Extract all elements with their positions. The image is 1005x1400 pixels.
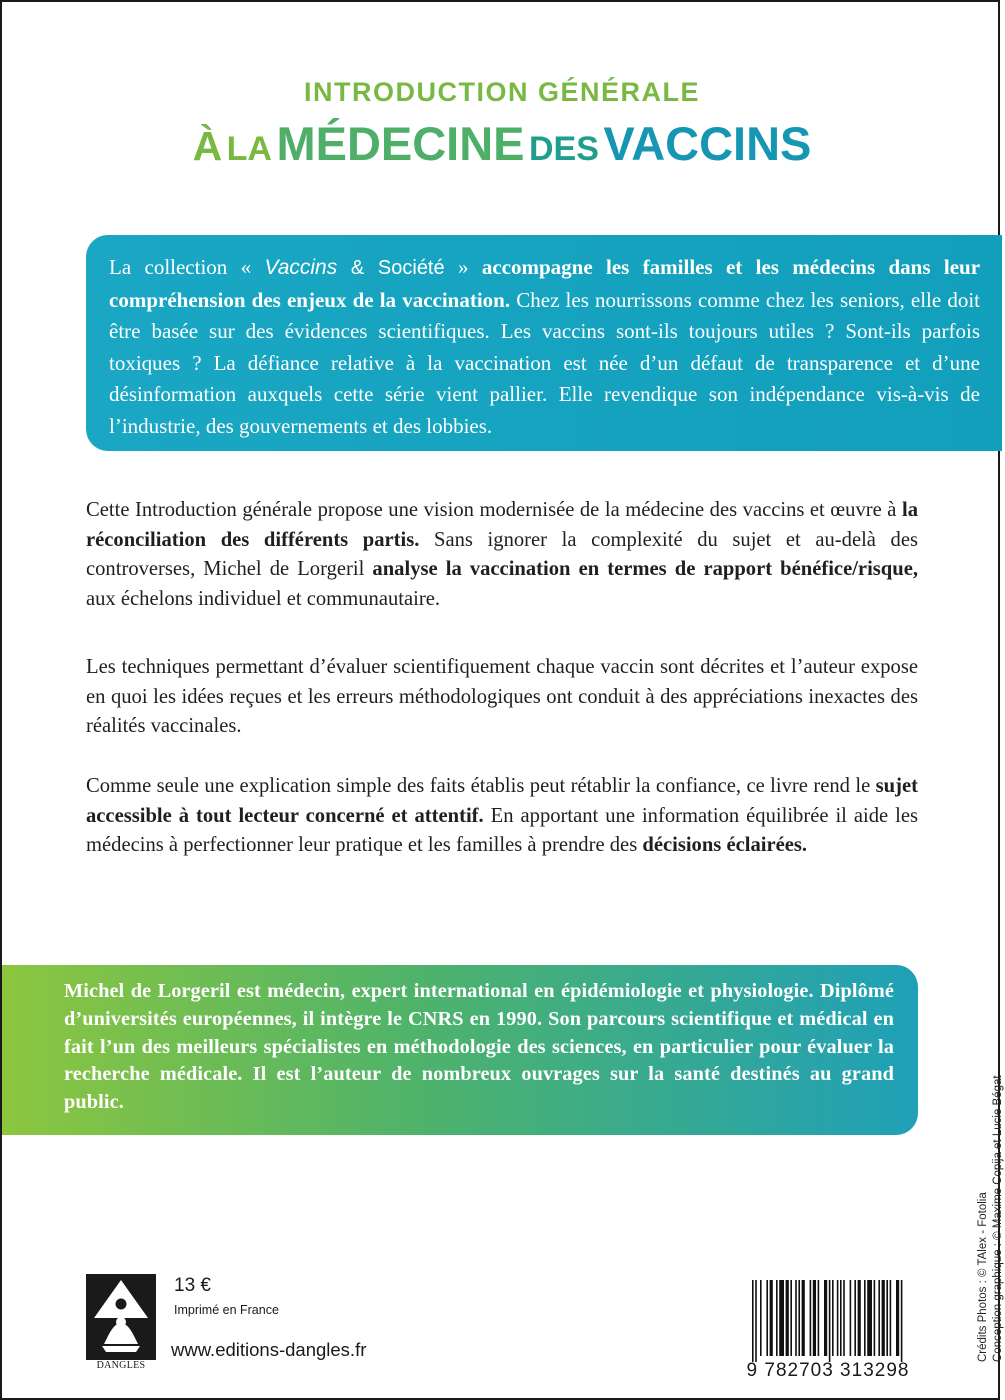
barcode-bar — [874, 1280, 876, 1356]
barcode-bar — [752, 1280, 754, 1362]
barcode-bar — [790, 1280, 792, 1356]
p3-text-1: Comme seule une explication simple des faits établis peut rétablir la confiance, ce livre rend le — [86, 775, 876, 797]
p1-bold-1: la réconciliation des différents partis. — [86, 499, 918, 551]
isbn-barcode — [742, 1280, 914, 1386]
title-word-la: LA — [226, 130, 272, 168]
p1-text-3: Sans ignorer la complexité du sujet et au-delà des controverses, Michel de Lorgeril — [86, 528, 919, 580]
barcode-bar — [886, 1280, 888, 1356]
printed-in: Imprimé en France — [174, 1303, 279, 1317]
author-bio-text: Michel de Lorgeril est médecin, expert international en épidémiologie et physiologie. Diplômé d’universités européennes, il intègre le CNRS en 1990. Son parcours scientifique et médical en fait l’un des meilleurs spécialistes en méthodologie des sciences, en particulier pour évaluer la recherche médicale. Il est l’auteur de nombreux ouvrages sur la santé destinés au grand public. — [64, 980, 894, 1114]
barcode-bar — [766, 1280, 768, 1356]
collection-name-societe: Société — [377, 257, 445, 279]
photo-credits — [976, 1075, 1005, 1362]
title-word-des: DES — [528, 130, 599, 168]
collection-text-5: » — [444, 255, 482, 279]
publisher-logo — [86, 1274, 156, 1360]
paragraph-3 — [86, 772, 918, 861]
author-bio-box — [2, 965, 918, 1135]
publisher-logo-text: DANGLES — [96, 1360, 146, 1371]
title-line-1: INTRODUCTION GÉNÉRALE — [304, 77, 700, 107]
barcode-bar — [776, 1280, 778, 1356]
title-line-2 — [2, 116, 1002, 184]
barcode-bar — [824, 1280, 827, 1356]
barcode-bar — [832, 1280, 834, 1356]
collection-text-7: Chez les nourrissons comme chez les seniors, elle doit être basée sur des évidences scientifiques. Les vaccins sont-ils toujours utiles ? Sont-ils parfois toxiques ? La défiance relative à la vaccination est née d’un défaut de transparence et d’une désinformation auxquels cette série vient pallier. Elle revendique son indépendance vis-à-vis de l’industrie, des gouvernements et des lobbies. — [109, 287, 980, 438]
barcode-bar — [798, 1280, 800, 1356]
barcode-bar — [837, 1280, 839, 1356]
collection-description-box — [86, 235, 1002, 451]
paragraph-2 — [86, 653, 918, 742]
p2-text-1: Les techniques permettant d’évaluer scientifiquement chaque vaccin sont décrites et l’auteur expose en quoi les idées reçues et les erreurs méthodologiques ont conduit à des appréciations inexactes des réalités vaccinales. — [86, 656, 918, 737]
collection-text-1: La collection « — [109, 255, 265, 279]
barcode-bar — [755, 1280, 757, 1362]
barcode-bar — [890, 1280, 892, 1356]
publisher-website: www.editions-dangles.fr — [171, 1339, 367, 1360]
title-word-vaccins: VACCINS — [603, 117, 812, 170]
credits-line-1: Crédits Photos : © TAlex - Fotolia — [977, 1192, 989, 1362]
barcode-bar — [896, 1280, 899, 1356]
price: 13 € — [174, 1275, 211, 1296]
barcode-bar — [760, 1280, 762, 1356]
barcode-bar — [878, 1280, 880, 1356]
barcode-bar — [795, 1280, 797, 1356]
p3-text-3: En apportant une information équilibrée il aide les médecins à perfectionner leur pratique et les familles à prendre des — [86, 804, 918, 856]
barcode-bar — [850, 1280, 852, 1356]
p3-bold-2: décisions éclairées. — [642, 834, 808, 856]
barcode-bars — [742, 1280, 914, 1362]
barcode-bar — [854, 1280, 856, 1356]
title-word-medecine: MÉDECINE — [276, 117, 525, 170]
barcode-bar — [867, 1280, 872, 1356]
barcode-bar — [786, 1280, 789, 1356]
collection-name-vaccins: Vaccins — [264, 256, 338, 279]
barcode-bar — [810, 1280, 812, 1356]
paragraph-1 — [86, 496, 918, 614]
barcode-bar — [864, 1280, 866, 1356]
p1-text-5: aux échelons individuel et communautaire. — [86, 587, 440, 610]
title-word-a: À — [192, 123, 223, 169]
barcode-bar — [829, 1280, 831, 1362]
credits-line-2: Conception graphique : © Maxime Copija et Lucie Bégat — [991, 1075, 1004, 1362]
book-title — [2, 74, 1002, 184]
barcode-bar — [770, 1280, 773, 1356]
barcode-bar — [882, 1280, 885, 1356]
barcode-bar — [843, 1280, 845, 1356]
barcode-bar — [813, 1280, 816, 1356]
p3-bold-1: sujet accessible à tout lecteur concerné et attentif. — [86, 775, 918, 827]
isbn-number: 9 782703 313298 — [746, 1360, 910, 1381]
barcode-bar — [802, 1280, 805, 1356]
p1-bold-2: analyse la vaccination en termes de rapport bénéfice/risque, — [372, 558, 919, 580]
collection-ampersand: & — [337, 257, 378, 279]
barcode-bar — [858, 1280, 861, 1356]
barcode-bar — [818, 1280, 820, 1356]
barcode-bar — [779, 1280, 784, 1356]
barcode-bar — [840, 1280, 842, 1356]
p1-text-1: Cette Introduction générale propose une vision modernisée de la médecine des vaccins et œuvre à — [86, 499, 902, 521]
barcode-bar — [901, 1280, 903, 1362]
collection-bold-text: accompagne les familles et les médecins dans leur compréhension des enjeux de la vaccination. — [109, 255, 981, 312]
